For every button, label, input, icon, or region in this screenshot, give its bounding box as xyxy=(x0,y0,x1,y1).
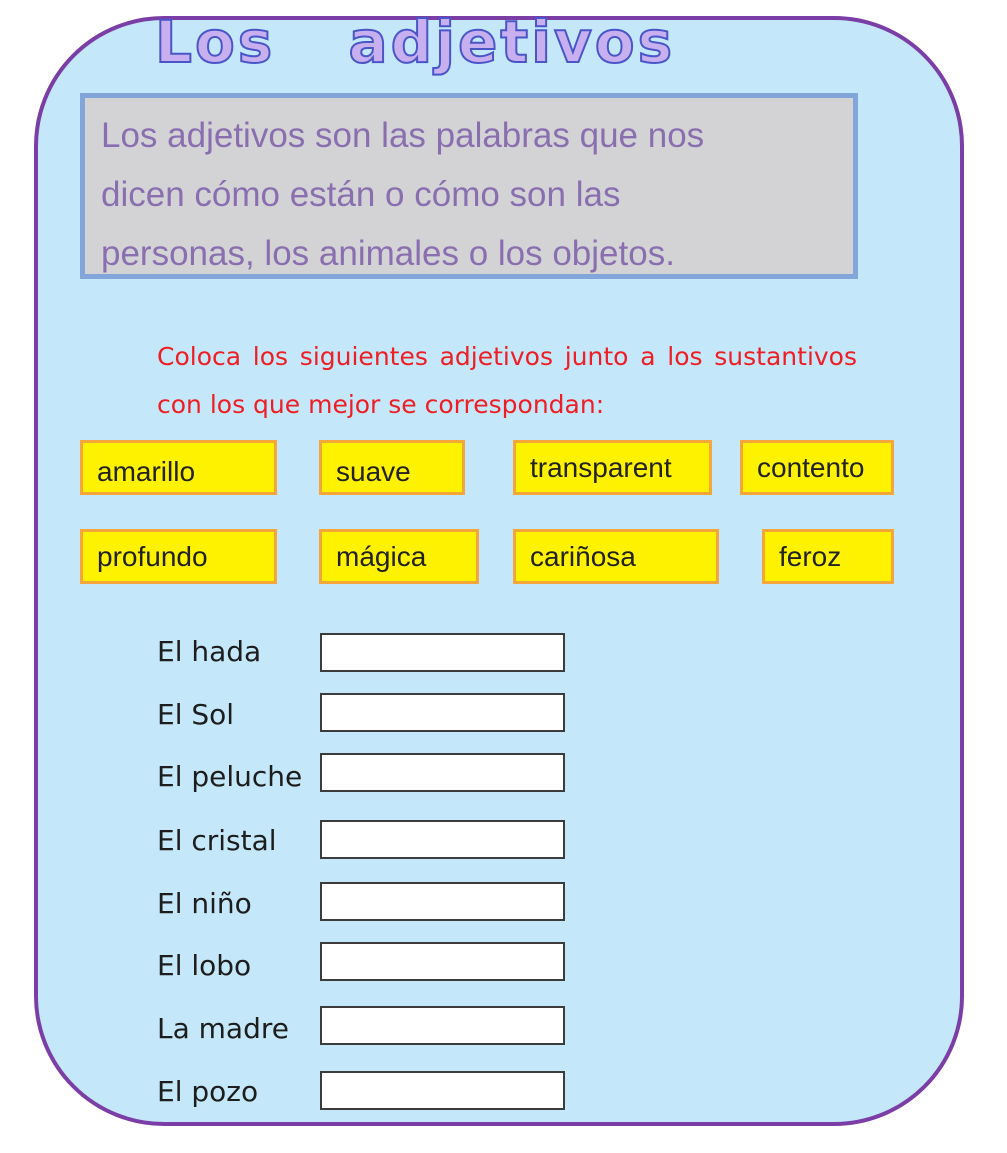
answer-field-pozo[interactable] xyxy=(320,1071,565,1110)
noun-label: El lobo xyxy=(157,949,252,982)
answer-field-hada[interactable] xyxy=(320,633,565,672)
adjective-chip-contento[interactable]: contento xyxy=(740,440,894,495)
noun-label: El hada xyxy=(157,635,262,668)
page-title: Los adjetivos xyxy=(155,8,676,76)
noun-label: La madre xyxy=(157,1012,289,1045)
noun-label: El pozo xyxy=(157,1075,259,1108)
definition-box xyxy=(80,93,858,279)
answer-field-cristal[interactable] xyxy=(320,820,565,859)
definition-line: dicen cómo están o cómo son las xyxy=(101,175,621,214)
definition-line: personas, los animales o los objetos. xyxy=(101,234,675,273)
answer-field-nino[interactable] xyxy=(320,882,565,921)
noun-label: El cristal xyxy=(157,824,277,857)
noun-label: El peluche xyxy=(157,760,303,793)
adjective-chip-profundo[interactable]: profundo xyxy=(80,529,277,584)
noun-label: El niño xyxy=(157,887,252,920)
answer-field-sol[interactable] xyxy=(320,693,565,732)
instruction-text: Coloca los siguientes adjetivos junto a los sustantivos con los que mejor se correspondan: xyxy=(157,342,857,419)
adjective-chip-transparent[interactable]: transparent xyxy=(513,440,712,495)
adjective-chip-amarillo[interactable]: amarillo xyxy=(80,440,277,495)
adjective-chip-suave[interactable]: suave xyxy=(319,440,465,495)
adjective-chip-feroz[interactable]: feroz xyxy=(762,529,894,584)
answer-field-lobo[interactable] xyxy=(320,942,565,981)
adjective-chip-magica[interactable]: mágica xyxy=(319,529,479,584)
definition-line: Los adjetivos son las palabras que nos xyxy=(101,116,705,155)
noun-label: El Sol xyxy=(157,698,235,731)
answer-field-madre[interactable] xyxy=(320,1006,565,1045)
adjective-chip-carinosa[interactable]: cariñosa xyxy=(513,529,719,584)
answer-field-peluche[interactable] xyxy=(320,753,565,792)
